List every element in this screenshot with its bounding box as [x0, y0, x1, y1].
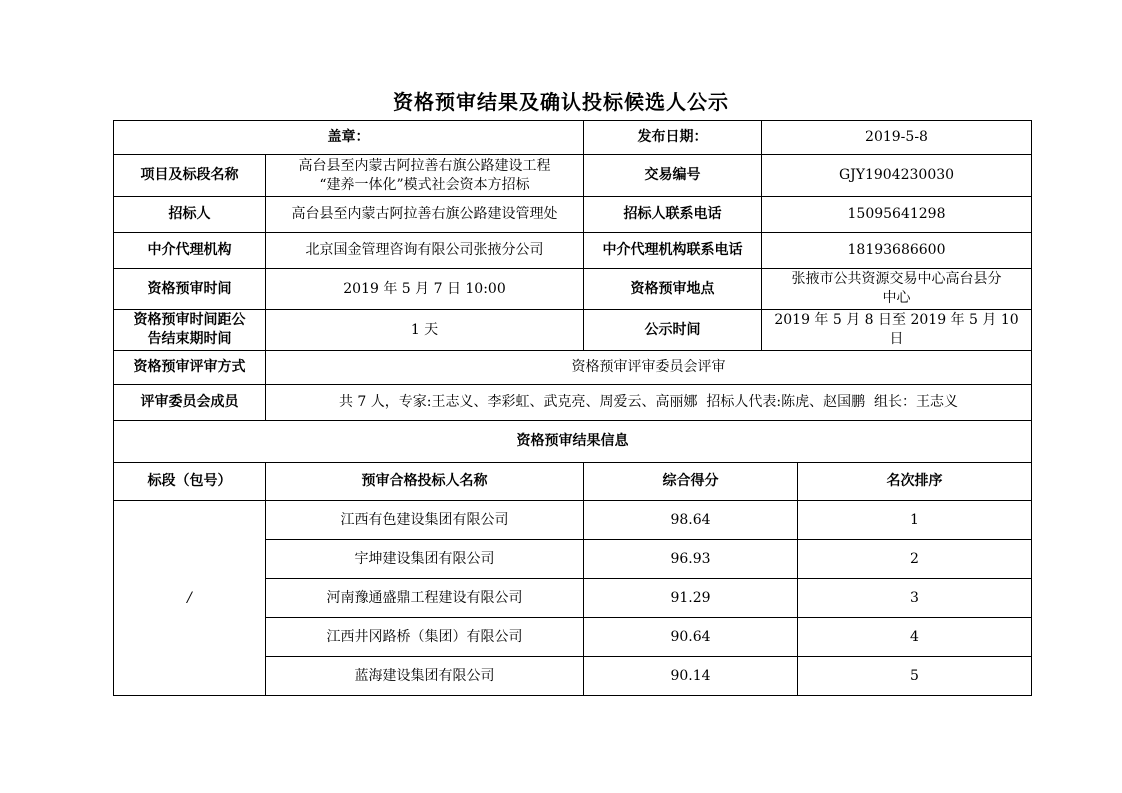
prequal-place-label: 资格预审地点 [584, 269, 762, 310]
bidder-name: 江西有色建设集团有限公司 [266, 501, 584, 540]
interval-label [114, 310, 266, 351]
agency-label: 中介代理机构 [114, 233, 266, 269]
results-section-title: 资格预审结果信息 [114, 421, 1032, 463]
committee-value: 共 7 人，专家:王志义、李彩虹、武克亮、周爱云、高丽娜 招标人代表:陈虎、赵国鹏 组长：王志义 [266, 385, 1032, 421]
interval-label-line2: 告结束期时间 [147, 331, 232, 347]
bidder-rank: 4 [798, 618, 1032, 657]
bidder-score: 96.93 [584, 540, 798, 579]
document-title: 资格预审结果及确认投标候选人公示 [393, 90, 729, 114]
col-header-bidder: 预审合格投标人名称 [266, 463, 584, 501]
agency-value: 北京国金管理咨询有限公司张掖分公司 [266, 233, 584, 269]
announcement-table [113, 120, 1032, 696]
prequal-time-row [114, 269, 1032, 310]
bidder-rank: 5 [798, 657, 1032, 696]
bidder-score: 90.64 [584, 618, 798, 657]
lot-value: / [114, 501, 266, 696]
interval-value: 1 天 [266, 310, 584, 351]
results-section-row [114, 421, 1032, 463]
tenderer-label: 招标人 [114, 197, 266, 233]
interval-label-line1: 资格预审时间距公 [133, 312, 246, 328]
trade-no-label: 交易编号 [584, 155, 762, 197]
col-header-lot: 标段（包号） [114, 463, 266, 501]
interval-row [114, 310, 1032, 351]
bidder-name: 江西井冈路桥（集团）有限公司 [266, 618, 584, 657]
notice-time-value: 2019 年 5 月 8 日至 2019 年 5 月 10 日 [762, 310, 1032, 351]
tenderer-phone-value: 15095641298 [762, 197, 1032, 233]
bidder-score: 98.64 [584, 501, 798, 540]
bidder-rank: 2 [798, 540, 1032, 579]
seal-row [114, 121, 1032, 155]
agency-phone-value: 18193686600 [762, 233, 1032, 269]
prequal-place-value [762, 269, 1032, 310]
review-method-value: 资格预审评审委员会评审 [266, 351, 1032, 385]
tenderer-row [114, 197, 1032, 233]
bidder-score: 90.14 [584, 657, 798, 696]
bidder-name: 河南豫通盛鼎工程建设有限公司 [266, 579, 584, 618]
review-method-label: 资格预审评审方式 [114, 351, 266, 385]
notice-time-label: 公示时间 [584, 310, 762, 351]
bidder-name: 蓝海建设集团有限公司 [266, 657, 584, 696]
tenderer-phone-label: 招标人联系电话 [584, 197, 762, 233]
bidder-name: 宇坤建设集团有限公司 [266, 540, 584, 579]
bidder-rank: 1 [798, 501, 1032, 540]
project-name [266, 155, 584, 197]
prequal-place-line1: 张掖市公共资源交易中心高台县分 [791, 271, 1002, 287]
review-method-row [114, 351, 1032, 385]
committee-row [114, 385, 1032, 421]
agency-phone-label: 中介代理机构联系电话 [584, 233, 762, 269]
project-label: 项目及标段名称 [114, 155, 266, 197]
seal-label: 盖章： [114, 121, 584, 155]
results-header-row [114, 463, 1032, 501]
project-name-line2: “建养一体化”模式社会资本方招标 [319, 176, 530, 193]
prequal-time-label: 资格预审时间 [114, 269, 266, 310]
col-header-rank: 名次排序 [798, 463, 1032, 501]
prequal-time-value: 2019 年 5 月 7 日 10:00 [266, 269, 584, 310]
publish-date-value: 2019-5-8 [762, 121, 1032, 155]
publish-date-label: 发布日期： [584, 121, 762, 155]
trade-no-value: GJY1904230030 [762, 155, 1032, 197]
tenderer-value: 高台县至内蒙古阿拉善右旗公路建设管理处 [266, 197, 584, 233]
agency-row [114, 233, 1032, 269]
project-row [114, 155, 1032, 197]
col-header-score: 综合得分 [584, 463, 798, 501]
bidder-score: 91.29 [584, 579, 798, 618]
committee-label: 评审委员会成员 [114, 385, 266, 421]
bidder-rank: 3 [798, 579, 1032, 618]
prequal-place-line2: 中心 [882, 290, 911, 306]
project-name-line1: 高台县至内蒙古阿拉善右旗公路建设工程 [298, 157, 551, 174]
table-row [114, 501, 1032, 540]
